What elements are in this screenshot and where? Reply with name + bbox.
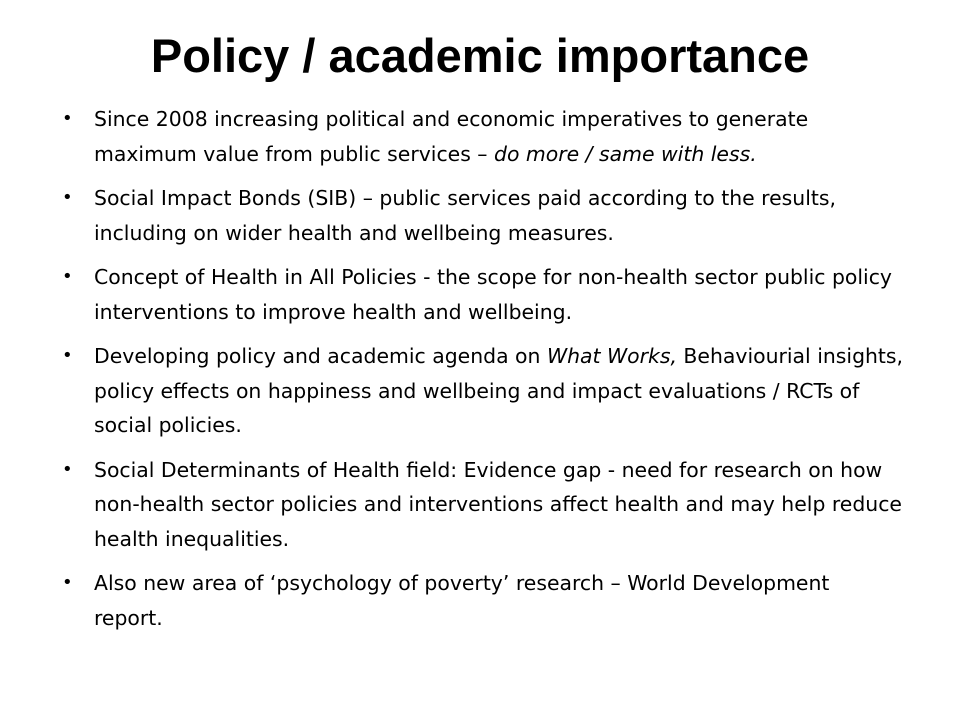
bullet-item xyxy=(62,339,904,443)
bullet-text: Since 2008 increasing political and economic imperatives to generate maximum value from public services – xyxy=(94,107,809,166)
bullet-item xyxy=(62,453,904,557)
bullet-text: Social Determinants of Health field: Evidence gap - need for research on how non-health sector policies and interventions affect health and may help reduce health inequalities. xyxy=(94,457,902,551)
bullet-icon: • xyxy=(62,187,73,208)
bullet-item xyxy=(62,181,904,250)
bullet-icon: • xyxy=(62,345,73,366)
bullet-icon: • xyxy=(62,108,73,129)
bullet-icon: • xyxy=(62,572,73,593)
bullet-item xyxy=(62,260,904,329)
slide-title: Policy / academic importance xyxy=(150,29,810,82)
bullet-text: Also new area of ‘psychology of poverty’ research – World Development report. xyxy=(94,571,830,630)
bullet-text: Developing policy and academic agenda on xyxy=(94,344,547,368)
bullet-item xyxy=(62,102,904,171)
bullet-text-continued: Behaviourial insights, policy effects on happiness and wellbeing and impact evaluations / RCTs of social policies. xyxy=(94,344,904,437)
bullet-text: Concept of Health in All Policies - the scope for non-health sector public policy interventions to improve health and wellbeing. xyxy=(94,265,892,324)
bullet-icon: • xyxy=(62,458,73,480)
bullet-text: Social Impact Bonds (SIB) – public services paid according to the results, including on wider health and wellbeing measures. xyxy=(94,186,836,245)
bullet-text-italic: do more / same with less. xyxy=(494,141,757,166)
bullet-icon: • xyxy=(62,266,73,287)
bullet-item xyxy=(62,566,904,635)
bullet-text-italic: What Works, xyxy=(546,344,677,368)
bullet-list xyxy=(62,102,904,645)
